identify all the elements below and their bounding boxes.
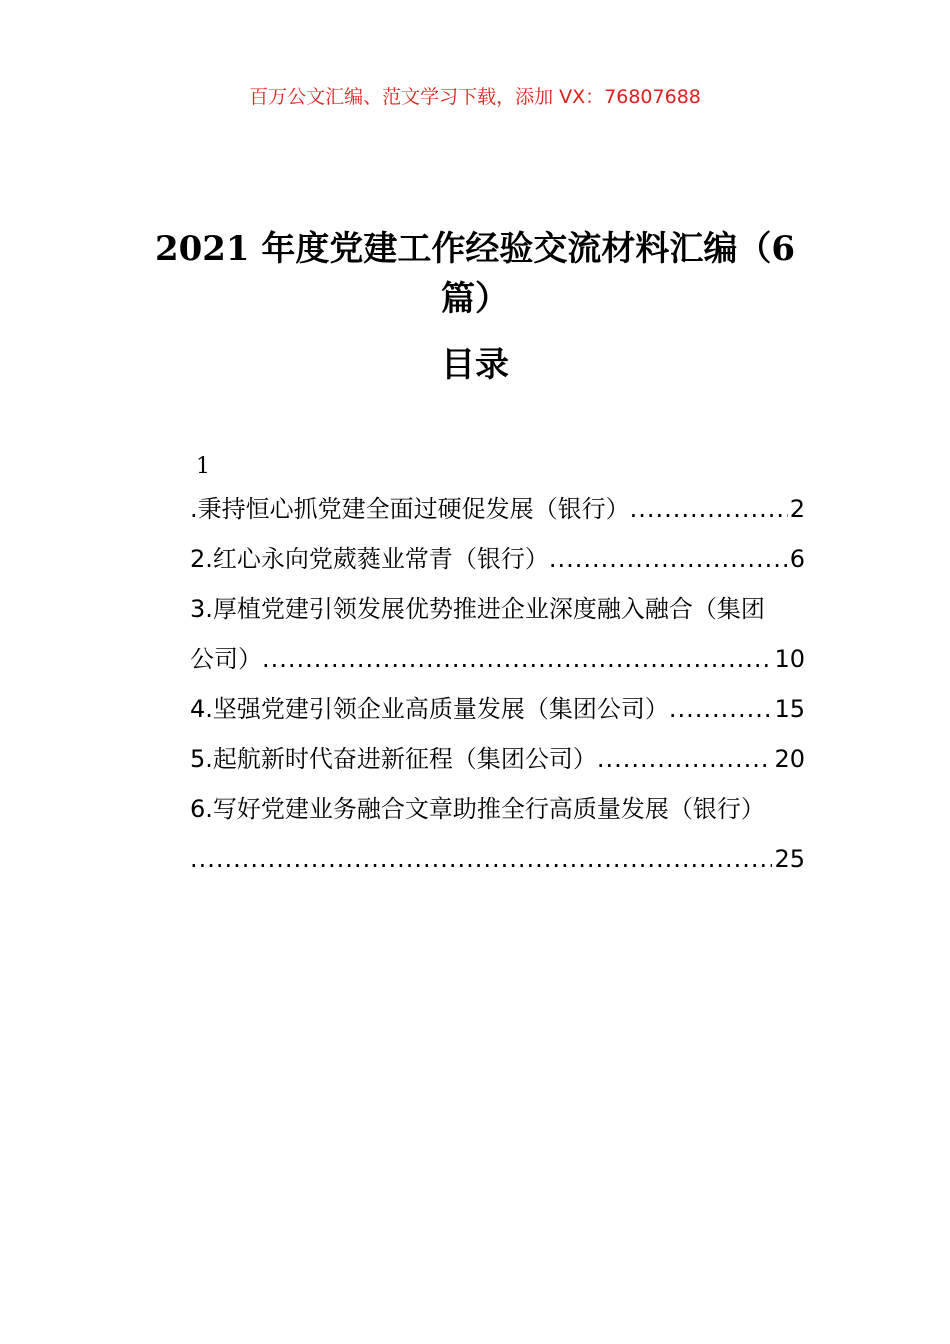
toc-leader-dots: [262, 634, 772, 684]
toc-leader-dots: [597, 734, 773, 784]
toc-leader-dots: [549, 534, 788, 584]
table-of-contents: [190, 450, 805, 884]
toc-heading: 目录: [441, 345, 509, 385]
document-title: 2021 年度党建工作经验交流材料汇编（6 篇）: [154, 229, 796, 319]
toc-item-3-line2[interactable]: [190, 634, 805, 684]
toc-leader-dots: [630, 484, 788, 534]
toc-item-3-line1[interactable]: [190, 584, 805, 634]
toc-item-page: 20: [774, 745, 805, 773]
toc-item-page: 2: [789, 495, 805, 523]
toc-item-page: 10: [774, 645, 805, 673]
toc-item-text: 5.起航新时代奋进新征程（集团公司）: [190, 745, 597, 773]
toc-item-text: 公司）: [190, 645, 262, 673]
toc-item-5[interactable]: [190, 734, 805, 784]
toc-item-page: 6: [789, 545, 805, 573]
toc-item-4[interactable]: [190, 684, 805, 734]
toc-item-text: 4.坚强党建引领企业高质量发展（集团公司）: [190, 695, 669, 723]
toc-item-number: 1: [196, 454, 210, 479]
toc-leader-dots: [190, 834, 772, 884]
toc-item-1-number: [190, 450, 805, 484]
header-note: 百万公文汇编、范文学习下载，添加 VX：76807688: [249, 86, 701, 108]
toc-item-6-line2[interactable]: [190, 834, 805, 884]
toc-item-text: .秉持恒心抓党建全面过硬促发展（银行）: [190, 495, 630, 523]
toc-item-1[interactable]: [190, 484, 805, 534]
toc-item-page: 15: [774, 695, 805, 723]
toc-item-2[interactable]: [190, 534, 805, 584]
toc-item-text: 3.厚植党建引领发展优势推进企业深度融入融合（集团: [190, 595, 765, 623]
toc-item-text: 2.红心永向党葳蕤业常青（银行）: [190, 545, 549, 573]
toc-leader-dots: [669, 684, 773, 734]
toc-item-6-line1[interactable]: [190, 784, 805, 834]
toc-item-text: 6.写好党建业务融合文章助推全行高质量发展（银行）: [190, 795, 765, 823]
toc-item-page: 25: [774, 845, 805, 873]
